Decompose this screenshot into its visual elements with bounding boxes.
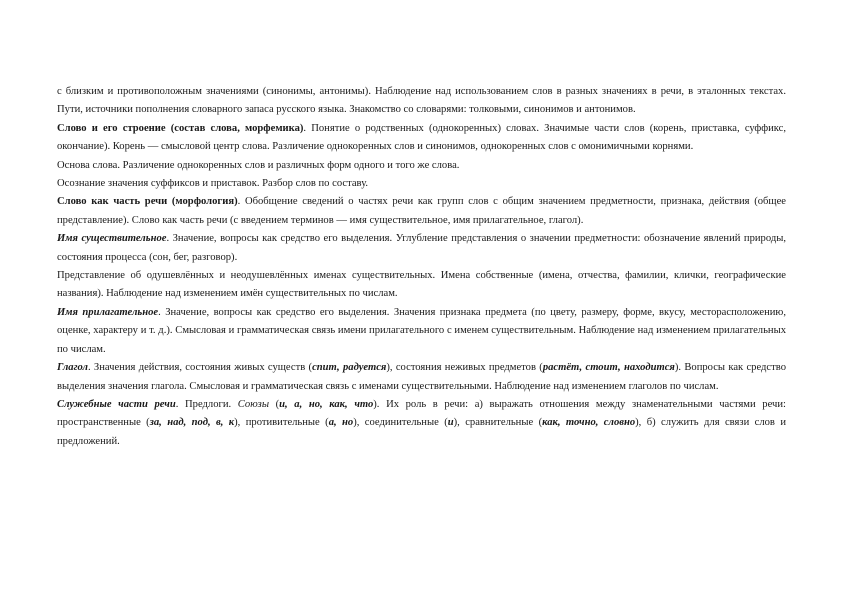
text-segment: . Обобщение сведений о частях речи как групп слов с общим значением предметности, признака, действия (общее представление). Слово как часть речи (с введением терминов — имя существительное, имя прилагательное, глагол). xyxy=(57,196,786,226)
term-heading: Служебные части речи xyxy=(57,398,176,410)
text-segment: ), противительные ( xyxy=(234,417,329,429)
example-words: как, точно, словно xyxy=(542,417,636,429)
term-italic: Союзы xyxy=(237,398,269,410)
section-heading: Слово и его строение (состав слова, морфемика) xyxy=(57,122,304,134)
paragraph xyxy=(57,193,786,230)
text-segment: Осознание значения суффиксов и приставок. Разбор слов по составу. xyxy=(57,178,369,190)
example-words: и, а, но, как, что xyxy=(279,398,374,410)
text-segment: . Значение, вопросы как средство его выделения. Значения признака предмета (по цвету, размеру, форме, вкусу, месторасположению, оценке, характеру и т. д.). Смысловая и грамматическая связь имени прилагательного с именем существительным. Наблюдение над изменением прилагательных по числам. xyxy=(57,306,786,355)
text-segment: ), состояния неживых предметов ( xyxy=(386,362,543,374)
text-segment: ( xyxy=(269,398,280,410)
example-words: а, но xyxy=(328,417,354,429)
text-segment: ). Их роль в речи: а) выражать отношения между знаменательными частями речи: пространственные ( xyxy=(57,398,786,429)
example-words: спит, радуется xyxy=(312,362,387,374)
paragraph xyxy=(57,157,786,175)
example-words: за, над, под, в, к xyxy=(149,417,235,429)
term-heading: Имя прилагательное xyxy=(57,306,159,318)
section-heading: Слово как часть речи (морфология) xyxy=(57,196,238,208)
example-words: и xyxy=(447,417,454,429)
paragraph xyxy=(57,83,786,120)
paragraph xyxy=(57,359,786,396)
paragraph xyxy=(57,120,786,157)
text-segment: ), сравнительные ( xyxy=(453,417,543,429)
paragraph xyxy=(57,267,786,304)
text-segment: ), соединительные ( xyxy=(353,417,448,429)
text-segment: ), б) служить для связи слов и предложений. xyxy=(57,417,786,447)
paragraph xyxy=(57,396,786,451)
text-segment: Основа слова. Различение однокоренных слов и различных форм одного и того же слова. xyxy=(57,159,460,171)
document-page xyxy=(57,83,786,451)
text-segment: . Значение, вопросы как средство его выделения. Углубление представления о значении предметности: обозначение явлений природы, состояния процесса (сон, бег, разговор). xyxy=(57,233,786,263)
text-segment: Представление об одушевлённых и неодушевлённых именах существительных. Имена собственные (имена, отчества, фамилии, клички, географические названия). Наблюдение над изменением имён существительных по числам. xyxy=(57,270,786,300)
term-heading: Имя существительное xyxy=(57,233,167,245)
term-heading: Глагол xyxy=(57,362,88,374)
paragraph xyxy=(57,175,786,193)
text-segment: ). Вопросы как средство выделения значения глагола. Смысловая и грамматическая связь с именами существительными. Наблюдение над изменением глаголов по числам. xyxy=(57,362,786,392)
paragraph xyxy=(57,230,786,267)
text-segment: с близким и противоположным значениями (синонимы, антонимы). Наблюдение над использованием слов в разных значениях в речи, в эталонных текстах. Пути, источники пополнения словарного запаса русского языка. Знакомство со словарями: толковыми, синонимов и антонимов. xyxy=(57,86,786,116)
example-words: растёт, стоит, находится xyxy=(542,362,675,374)
text-segment: . Предлоги. xyxy=(175,398,238,410)
text-segment: . Понятие о родственных (однокоренных) словах. Значимые части слов (корень, приставка, суффикс, окончание). Корень — смысловой центр слова. Различение однокоренных слов и синонимов, однокоренных слов с омонимичными корнями. xyxy=(57,122,786,153)
text-segment: . Значения действия, состояния живых существ ( xyxy=(87,362,313,374)
paragraph xyxy=(57,304,786,359)
